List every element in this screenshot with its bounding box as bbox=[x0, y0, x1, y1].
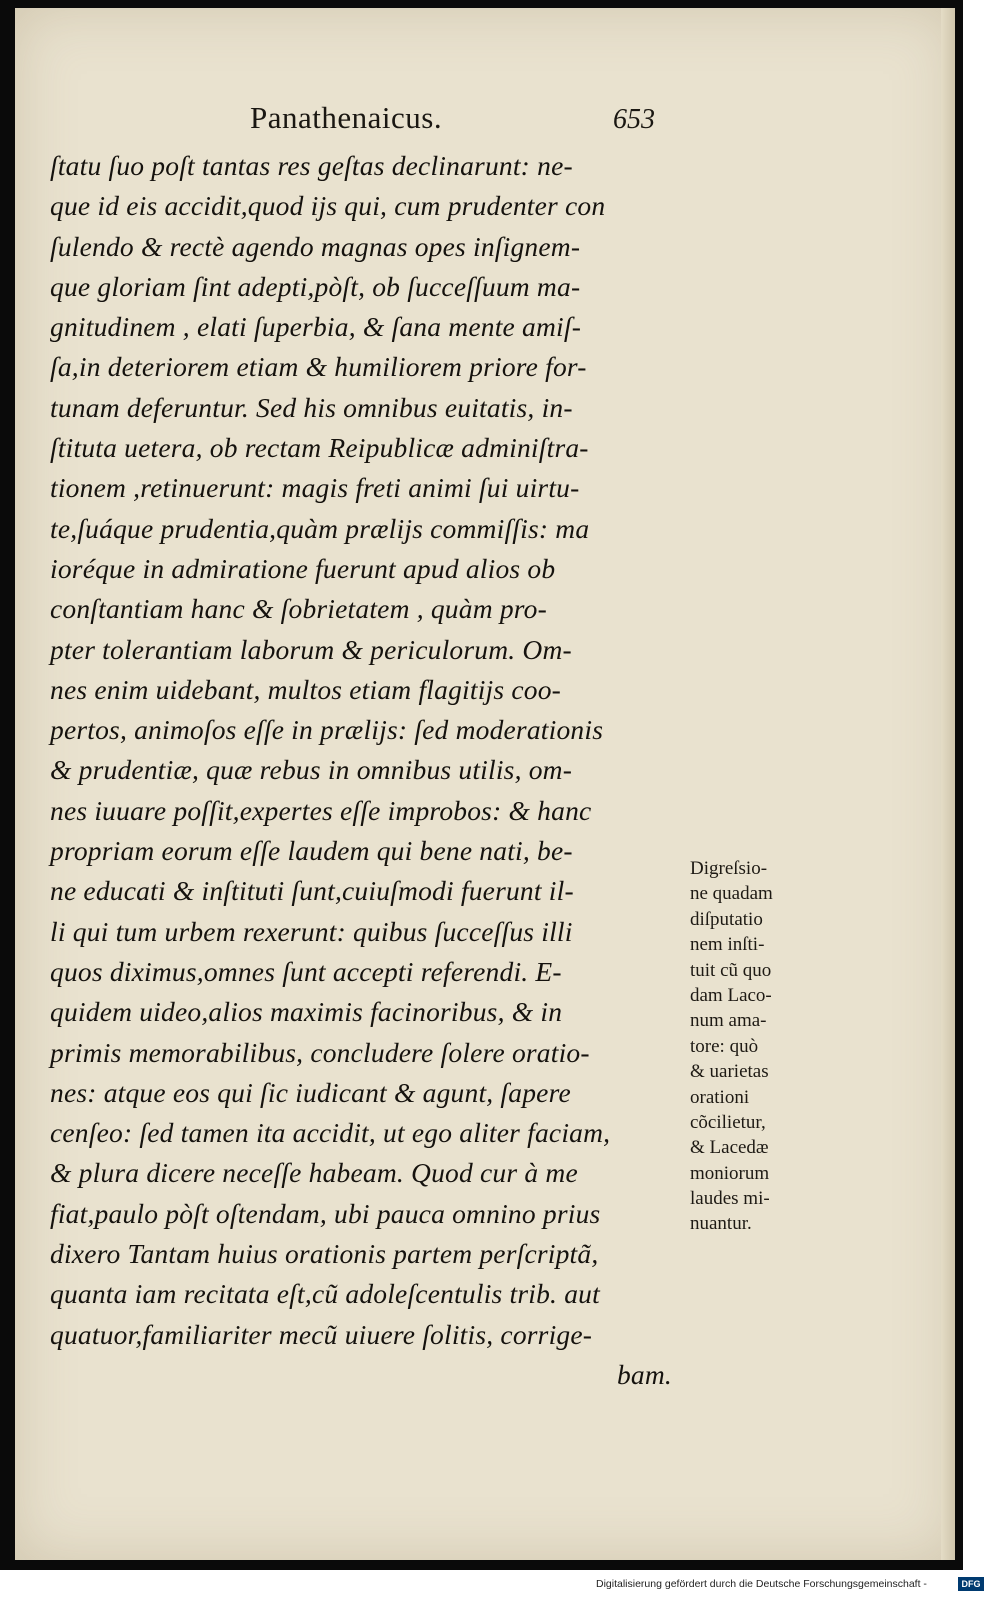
text-line: que id eis accidit,quod ijs qui, cum prudenter con bbox=[50, 190, 606, 222]
text-line: te,ſuáque prudentia,quàm prælijs commiſſis: ma bbox=[50, 512, 590, 544]
text-line: nes iuuare poſſit,expertes eſſe improbos: & hanc bbox=[50, 794, 592, 826]
body-text bbox=[50, 146, 690, 1395]
text-line: & plura dicere neceſſe habeam. Quod cur à me bbox=[50, 1157, 578, 1189]
text-line: quanta iam recitata eſt,cũ adoleſcentulis trib. aut bbox=[50, 1278, 600, 1310]
page-edge bbox=[941, 8, 955, 1560]
margin-note-line: Digreſsio- bbox=[690, 858, 768, 879]
text-line: fiat,paulo pòſt oſtendam, ubi pauca omnino prius bbox=[50, 1197, 601, 1229]
text-line: ioréque in admiratione fuerunt apud alios ob bbox=[50, 552, 556, 584]
text-line: quatuor,familiariter mecũ uiuere ſolitis, corrige- bbox=[50, 1318, 593, 1350]
margin-note-line: tuit cũ quo bbox=[690, 959, 772, 981]
text-line: pter tolerantiam laborum & periculorum. Om- bbox=[50, 633, 572, 665]
margin-note-line: cõcilietur, bbox=[690, 1111, 766, 1133]
dfg-logo: DFG bbox=[958, 1577, 984, 1591]
text-line: cenſeo: ſed tamen ita accidit, ut ego aliter faciam, bbox=[50, 1117, 611, 1149]
text-line: ſulendo & rectè agendo magnas opes inſignem- bbox=[50, 230, 581, 262]
margin-note-line: orationi bbox=[690, 1086, 750, 1108]
text-line: bam. bbox=[616, 1358, 672, 1390]
text-line: dixero Tantam huius orationis partem perſcriptã, bbox=[50, 1238, 599, 1270]
text-line: ſtatu ſuo poſt tantas res geſtas declinarunt: ne- bbox=[50, 150, 573, 181]
margin-note-line: ne quadam bbox=[690, 883, 773, 905]
text-line: que gloriam ſint adepti,pòſt, ob ſucceſſuum ma- bbox=[50, 270, 581, 302]
margin-note-line: moniorum bbox=[690, 1162, 770, 1184]
margin-note-line: & Lacedæ bbox=[690, 1137, 769, 1159]
text-line: conſtantiam hanc & ſobrietatem , quàm pro- bbox=[50, 593, 547, 625]
margin-note-line: dam Laco- bbox=[690, 984, 772, 1006]
text-line: li qui tum urbem rexerunt: quibus ſucceſſus illi bbox=[50, 915, 573, 947]
digitization-credit: Digitalisierung gefördert durch die Deutsche Forschungsgemeinschaft - bbox=[596, 1578, 927, 1590]
margin-note-line: nuantur. bbox=[690, 1213, 752, 1235]
text-line: ne educati & inſtituti ſunt,cuiuſmodi fuerunt il- bbox=[50, 875, 574, 907]
text-line: tunam deferuntur. Sed his omnibus euitatis, in- bbox=[50, 391, 573, 423]
text-line: nes: atque eos qui ſic iudicant & agunt, ſapere bbox=[50, 1076, 571, 1108]
text-line: & prudentiæ, quæ rebus in omnibus utilis, om- bbox=[50, 754, 573, 786]
margin-note-line: num ama- bbox=[690, 1010, 767, 1032]
margin-note-line: diſputatio bbox=[690, 908, 763, 930]
text-line: primis memorabilibus, concludere ſolere oratio- bbox=[50, 1036, 590, 1068]
margin-note-line: & uarietas bbox=[690, 1061, 769, 1083]
text-line: ſa,in deteriorem etiam & humiliorem priore for- bbox=[50, 351, 587, 383]
text-line: nes enim uidebant, multos etiam flagitijs coo- bbox=[50, 673, 562, 705]
margin-note-line: laudes mi- bbox=[690, 1188, 770, 1210]
text-line: quidem uideo,alios maximis facinoribus, & in bbox=[50, 996, 563, 1028]
text-line: ſtituta uetera, ob rectam Reipublicæ adminiſtra- bbox=[50, 432, 589, 464]
text-line: pertos, animoſos eſſe in prælijs: ſed moderationis bbox=[50, 714, 604, 746]
page-number: 653 bbox=[613, 104, 655, 135]
text-line: gnitudinem , elati ſuperbia, & ſana mente amiſ- bbox=[50, 311, 582, 343]
margin-note-line: nem inſti- bbox=[690, 934, 765, 956]
text-line: tionem ,retinuerunt: magis freti animi ſui uirtu- bbox=[50, 472, 580, 504]
margin-note-line: tore: quò bbox=[690, 1035, 759, 1057]
text-line: quos diximus,omnes ſunt accepti referendi. E- bbox=[50, 955, 562, 987]
margin-note bbox=[690, 856, 820, 1237]
running-head: Panathenaicus. bbox=[250, 100, 443, 135]
text-line: propriam eorum eſſe laudem qui bene nati, be- bbox=[50, 835, 573, 867]
